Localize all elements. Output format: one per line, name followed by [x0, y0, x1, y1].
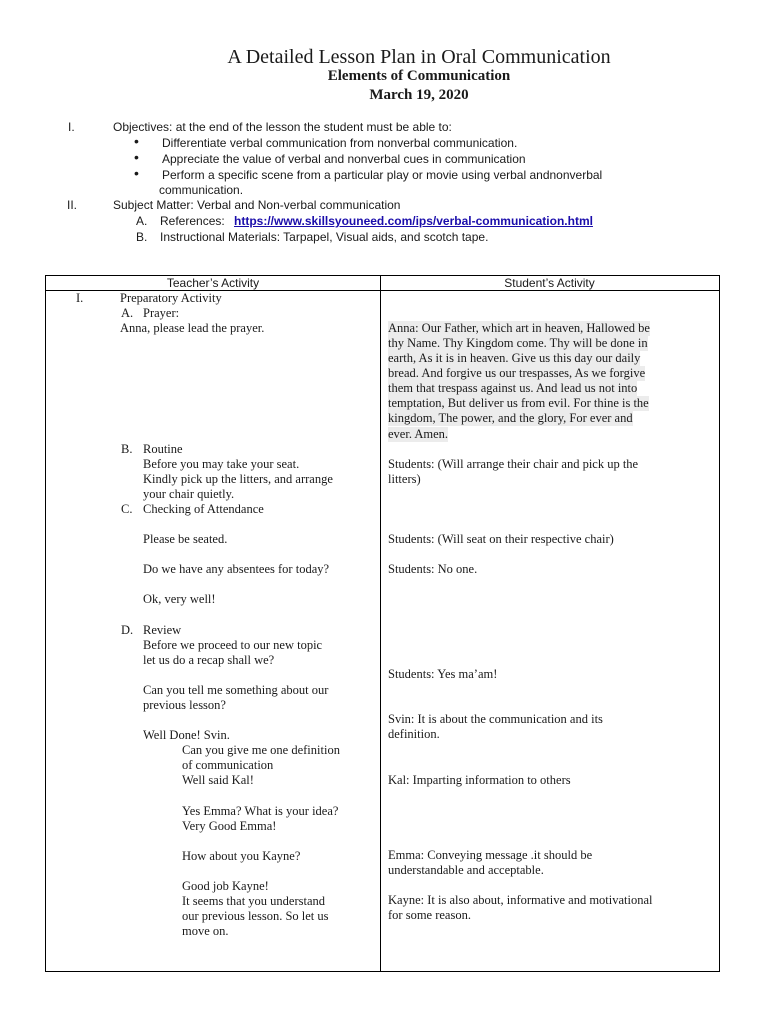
teacher-line: of communication [182, 758, 274, 772]
teacher-line: It seems that you understand [182, 894, 326, 908]
teacher-line: Please be seated. [143, 532, 228, 546]
teacher-line: Ok, very well! [143, 592, 216, 606]
student-line: Svin: It is about the communication and its [388, 712, 603, 726]
references-link[interactable]: https://www.skillsyouneed.com/ips/verbal-communication.html [234, 214, 593, 228]
objective-item-continuation: communication. [159, 183, 244, 197]
objective-item: Differentiate verbal communication from nonverbal communication. [162, 136, 518, 150]
student-line: understandable and acceptable. [388, 863, 544, 877]
step-prayer: Prayer: [143, 306, 180, 320]
teacher-line: move on. [182, 924, 229, 938]
student-line: Kal: Imparting information to others [388, 773, 571, 787]
student-line: Students: (Will arrange their chair and pick up the [388, 457, 639, 471]
column-header-teacher: Teacher’s Activity [166, 276, 260, 290]
teacher-line: Very Good Emma! [182, 819, 277, 833]
teacher-line: previous lesson? [143, 698, 226, 712]
student-line: definition. [388, 727, 440, 741]
student-line: kingdom, The power, and the glory, For ever and [388, 411, 633, 425]
student-line: for some reason. [388, 908, 471, 922]
objectives-intro: Objectives: at the end of the lesson the student must be able to: [113, 120, 452, 134]
column-header-student: Student’s Activity [504, 276, 595, 290]
teacher-line: Before you may take your seat. [143, 457, 300, 471]
student-line: Kayne: It is also about, informative and motivational [388, 893, 653, 907]
student-line: temptation, But deliver us from evil. For thine is the [388, 396, 649, 410]
teacher-line: Well said Kal! [182, 773, 254, 787]
teacher-line: Good job Kayne! [182, 879, 269, 893]
list-letter: D. [121, 623, 134, 637]
student-line: them that trespass against us. And lead us not into [388, 381, 638, 395]
student-line: Students: Yes ma’am! [388, 667, 498, 681]
list-letter: A. [136, 214, 148, 228]
student-line: ever. Amen. [388, 427, 449, 441]
list-letter: B. [121, 442, 133, 456]
student-line: litters) [388, 472, 421, 486]
preparatory-activity: Preparatory Activity [120, 291, 222, 305]
student-line: Students: (Will seat on their respective chair) [388, 532, 614, 546]
objective-item: Perform a specific scene from a particular play or movie using verbal andnonverbal [162, 168, 603, 182]
section-numeral-objectives: I. [68, 120, 75, 134]
student-line: Emma: Conveying message .it should be [388, 848, 593, 862]
section-numeral-subject: II. [67, 198, 78, 212]
bullet-icon: • [134, 133, 139, 149]
student-line: Students: No one. [388, 562, 478, 576]
teacher-line: Anna, please lead the prayer. [120, 321, 265, 335]
list-letter: A. [121, 306, 134, 320]
bullet-icon: • [134, 165, 139, 181]
teacher-line: Well Done! Svin. [143, 728, 230, 742]
student-line: bread. And forgive us our trespasses, As we forgive [388, 366, 646, 380]
instructional-materials: Instructional Materials: Tarpapel, Visual aids, and scotch tape. [160, 230, 489, 244]
teacher-line: Can you give me one definition [182, 743, 340, 757]
student-line: thy Name. Thy Kingdom come. Thy will be done in [388, 336, 648, 350]
teacher-line: Do we have any absentees for today? [143, 562, 330, 576]
document-date: March 19, 2020 [369, 87, 469, 103]
teacher-line: our previous lesson. So let us [182, 909, 329, 923]
references-label: References: [160, 214, 225, 228]
teacher-line: Yes Emma? What is your idea? [182, 804, 339, 818]
student-line: earth, As it is in heaven. Give us this day our daily [388, 351, 641, 365]
list-letter: C. [121, 502, 133, 516]
document-subtitle: Elements of Communication [327, 68, 511, 84]
teacher-line: How about you Kayne? [182, 849, 301, 863]
objective-item: Appreciate the value of verbal and nonverbal cues in communication [162, 152, 526, 166]
step-review: Review [143, 623, 182, 637]
step-routine: Routine [143, 442, 183, 456]
subject-matter: Subject Matter: Verbal and Non-verbal communication [113, 198, 401, 212]
teacher-line: Before we proceed to our new topic [143, 638, 323, 652]
table-section-numeral: I. [76, 291, 84, 305]
teacher-line: Can you tell me something about our [143, 683, 329, 697]
student-line: Anna: Our Father, which art in heaven, Hallowed be [388, 321, 650, 335]
list-letter: B. [136, 230, 148, 244]
document-title: A Detailed Lesson Plan in Oral Communication [227, 46, 611, 68]
teacher-line: Kindly pick up the litters, and arrange [143, 472, 333, 486]
table-column-divider [380, 275, 381, 972]
teacher-line: your chair quietly. [143, 487, 235, 501]
teacher-line: let us do a recap shall we? [143, 653, 275, 667]
step-attendance: Checking of Attendance [143, 502, 264, 516]
bullet-icon: • [134, 149, 139, 165]
